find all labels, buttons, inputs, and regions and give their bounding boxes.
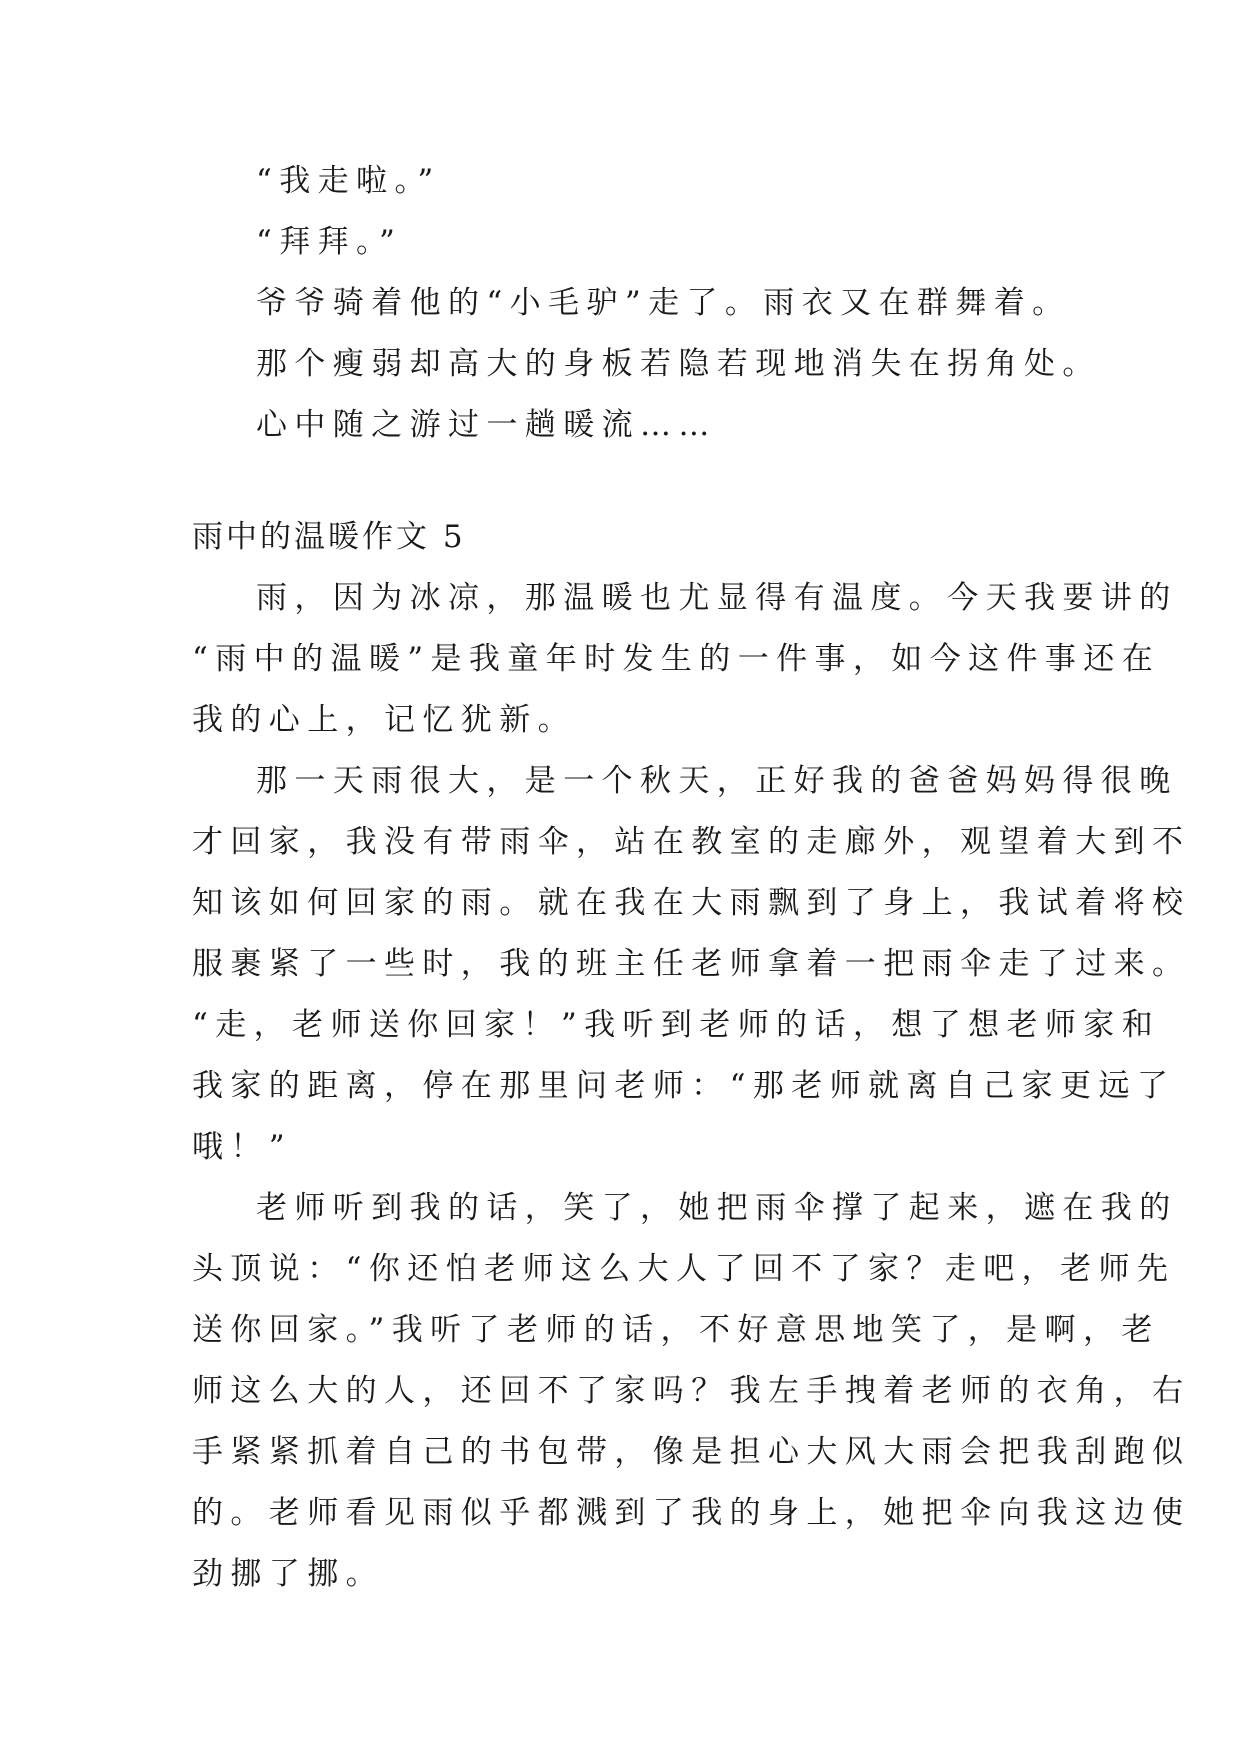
paragraph-2-line-5: “走，老师送你回家！”我听到老师的话，想了想老师家和 — [192, 1007, 1161, 1043]
intro-line-4: 那个瘦弱却高大的身板若隐若现地消失在拐角处。 — [256, 346, 1101, 382]
paragraph-1-line-1: 雨，因为冰凉，那温暖也尤显得有温度。今天我要讲的 — [256, 580, 1178, 616]
section-title: 雨中的温暖作文 5 — [192, 519, 466, 555]
intro-line-1: “我走啦。” — [256, 163, 441, 199]
paragraph-2-line-1: 那一天雨很大，是一个秋天，正好我的爸爸妈妈得很晚 — [256, 763, 1178, 799]
paragraph-1-line-2: “雨中的温暖”是我童年时发生的一件事，如今这件事还在 — [192, 641, 1161, 677]
intro-line-3: 爷爷骑着他的“小毛驴”走了。雨衣又在群舞着。 — [256, 285, 1071, 321]
intro-line-2: “拜拜。” — [256, 224, 403, 260]
paragraph-3-line-7: 劲挪了挪。 — [192, 1556, 384, 1592]
paragraph-3-line-3: 送你回家。”我听了老师的话，不好意思地笑了，是啊，老 — [192, 1312, 1160, 1348]
paragraph-3-line-4: 师这么大的人，还回不了家吗？我左手拽着老师的衣角，右 — [192, 1373, 1191, 1409]
paragraph-3-line-5: 手紧紧抓着自己的书包带，像是担心大风大雨会把我刮跑似 — [192, 1434, 1191, 1470]
paragraph-2-line-7: 哦！” — [192, 1129, 293, 1165]
paragraph-2-line-2: 才回家，我没有带雨伞，站在教室的走廊外，观望着大到不 — [192, 824, 1191, 860]
paragraph-3-line-2: 头顶说：“你还怕老师这么大人了回不了家？走吧，老师先 — [192, 1251, 1176, 1287]
intro-line-5: 心中随之游过一趟暖流…… — [256, 407, 717, 443]
paragraph-2-line-3: 知该如何回家的雨。就在我在大雨飘到了身上，我试着将校 — [192, 885, 1191, 921]
paragraph-2-line-6: 我家的距离，停在那里问老师：“那老师就离自己家更远了 — [192, 1068, 1176, 1104]
paragraph-3-line-1: 老师听到我的话，笑了，她把雨伞撑了起来，遮在我的 — [256, 1190, 1178, 1226]
paragraph-1-line-3: 我的心上，记忆犹新。 — [192, 702, 576, 738]
paragraph-3-line-6: 的。老师看见雨似乎都溅到了我的身上，她把伞向我这边使 — [192, 1495, 1191, 1531]
paragraph-2-line-4: 服裹紧了一些时，我的班主任老师拿着一把雨伞走了过来。 — [192, 946, 1191, 982]
